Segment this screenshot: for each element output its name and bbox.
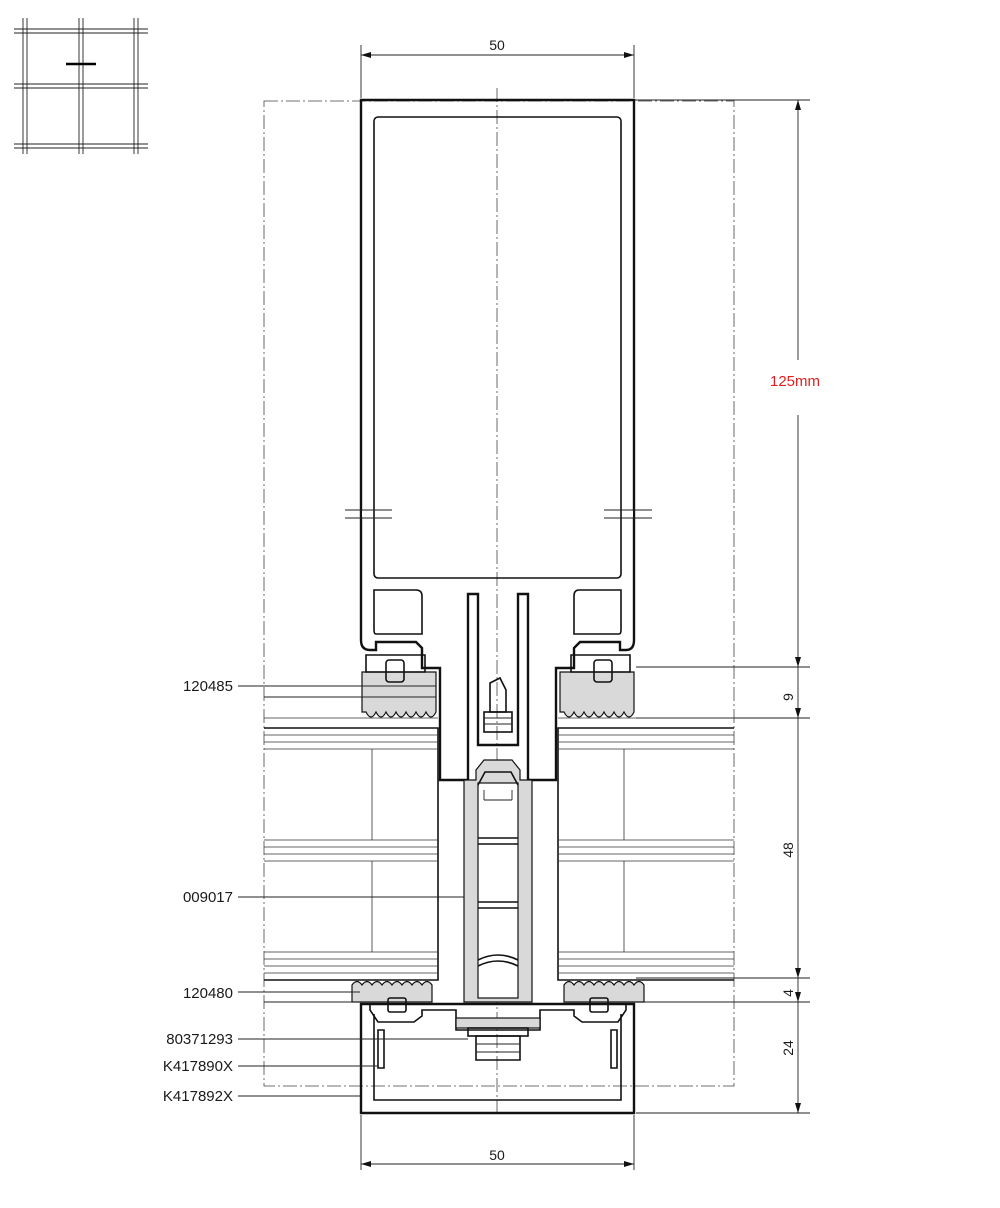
top-width-dimension — [361, 37, 634, 98]
thermal-isolator — [464, 760, 532, 1002]
part-label-K417892X: K417892X — [162, 1088, 233, 1105]
height-dimensions — [634, 100, 820, 1113]
left-glass-unit — [264, 718, 438, 980]
dim-48-label: 48 — [780, 842, 796, 858]
leader-lines — [238, 686, 468, 1096]
part-labels — [163, 678, 233, 1105]
part-label-80371293: 80371293 — [166, 1031, 233, 1048]
part-label-120480: 120480 — [182, 985, 233, 1002]
right-glass-unit — [558, 718, 734, 980]
part-label-120485: 120485 — [182, 678, 233, 695]
dim-24-label: 24 — [780, 1040, 796, 1056]
bottom-width-dimension — [361, 1115, 634, 1170]
top-width-label: 50 — [489, 37, 505, 53]
part-label-K417890X: K417890X — [162, 1058, 233, 1075]
position-key-grid — [14, 18, 148, 154]
pressure-plate — [370, 1004, 626, 1060]
part-label-009017: 009017 — [182, 889, 233, 906]
bottom-width-label: 50 — [489, 1147, 505, 1163]
dim-4-label: 4 — [780, 989, 796, 997]
total-height-label: 125mm — [769, 373, 821, 390]
dim-9-label: 9 — [780, 693, 796, 701]
